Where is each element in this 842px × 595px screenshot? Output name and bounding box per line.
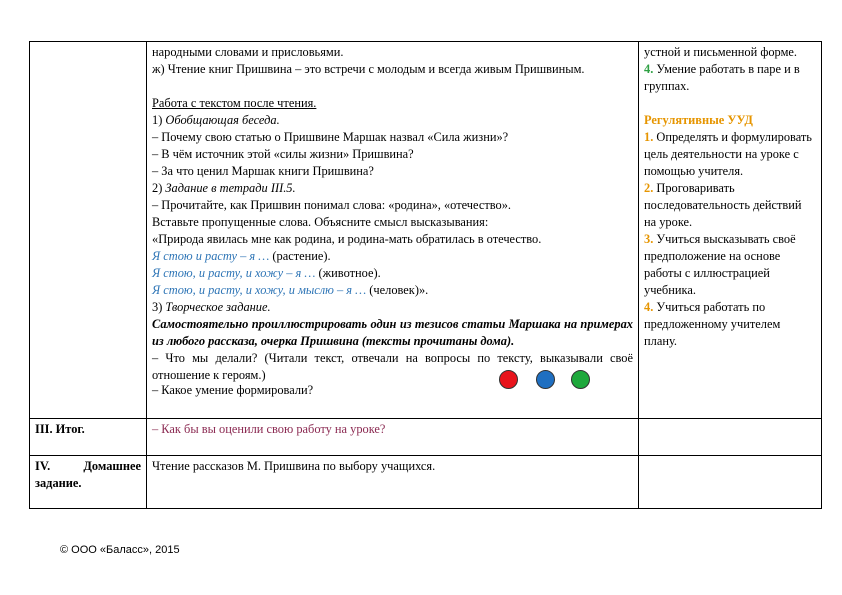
creative-task: Самостоятельно проиллюстрировать один из тезисов статьи Маршака на примерах из любого рассказа, очерка Пришвина (тексты прочитаны дома). xyxy=(152,317,633,348)
stage-word-2: задание. xyxy=(35,476,82,490)
lesson-plan-table xyxy=(29,41,822,509)
uud-cell xyxy=(639,42,822,419)
content-line: народными словами и присловьями. xyxy=(152,45,344,59)
item-1-title: Обобщающая беседа. xyxy=(165,113,280,127)
item-2: 2) Задание в тетради III.5. xyxy=(152,181,296,195)
red-dot-icon xyxy=(499,370,518,389)
uud-line: устной и письменной форме. xyxy=(644,45,798,59)
question: – За что ценил Маршак книги Пришвина? xyxy=(152,164,374,178)
stage-homework xyxy=(30,456,147,509)
reflection-question-2: – Какое умение формировали? xyxy=(152,383,314,397)
work-heading: Работа с текстом после чтения. xyxy=(152,96,317,110)
item-3-title: Творческое задание. xyxy=(165,300,271,314)
table-row xyxy=(30,419,822,456)
task-line: «Природа явилась мне как родина, и родина-мать обратилась в отечество. xyxy=(152,232,542,246)
green-dot-icon xyxy=(571,370,590,389)
stage-cell xyxy=(30,42,147,419)
table-row xyxy=(30,42,822,419)
item-3: 3) Творческое задание. xyxy=(152,300,271,314)
fill-line: Я стою, и расту, и хожу, и мыслю – я … (человек)». xyxy=(152,283,429,297)
stage-summary: III. Итог. xyxy=(30,419,147,456)
uud-item: 3. Учиться высказывать своё предположение на основе работы с иллюстрацией учебника. xyxy=(644,232,796,297)
task-line: Вставьте пропущенные слова. Объясните смысл высказывания: xyxy=(152,215,489,229)
item-2-title: Задание в тетради III.5. xyxy=(165,181,296,195)
question: – В чём источник этой «силы жизни» Пришвина? xyxy=(152,147,414,161)
task-line: – Прочитайте, как Пришвин понимал слова: «родина», «отечество». xyxy=(152,198,512,212)
uud-item: 4. Учиться работать по предложенному учителем плану. xyxy=(644,300,781,348)
uud-item: 2. Проговаривать последовательность действий на уроке. xyxy=(644,181,802,229)
content-cell xyxy=(147,42,639,419)
blue-dot-icon xyxy=(536,370,555,389)
content-line: ж) Чтение книг Пришвина – это встречи с молодым и всегда живым Пришвиным. xyxy=(152,62,585,76)
empty-cell xyxy=(639,419,822,456)
fill-line: Я стою, и расту, и хожу – я … (животное). xyxy=(152,266,381,280)
empty-cell xyxy=(639,456,822,509)
item-1: 1) Обобщающая беседа. xyxy=(152,113,280,127)
copyright-footer: © ООО «Баласс», 2015 xyxy=(60,544,180,556)
table-row xyxy=(30,456,822,509)
homework-text: Чтение рассказов М. Пришвина по выбору учащихся. xyxy=(147,456,639,509)
fill-line: Я стою и расту – я … (растение). xyxy=(152,249,331,263)
reflection-question: – Что мы делали? (Читали текст, отвечали на вопросы по тексту, выказывали своё отношение к героям.) xyxy=(152,351,633,382)
stage-word: Домашнее xyxy=(83,459,141,473)
stage-number: IV. xyxy=(35,459,51,473)
question: – Почему свою статью о Пришвине Маршак назвал «Сила жизни»? xyxy=(152,130,509,144)
uud-item: 4. Умение работать в паре и в группах. xyxy=(644,62,800,93)
color-dots xyxy=(499,370,619,390)
summary-question: – Как бы вы оценили свою работу на уроке? xyxy=(147,419,639,456)
uud-item: 1. Определять и формулировать цель деятельности на уроке с помощью учителя. xyxy=(644,130,812,178)
regulative-uud-title: Регулятивные УУД xyxy=(644,113,753,127)
